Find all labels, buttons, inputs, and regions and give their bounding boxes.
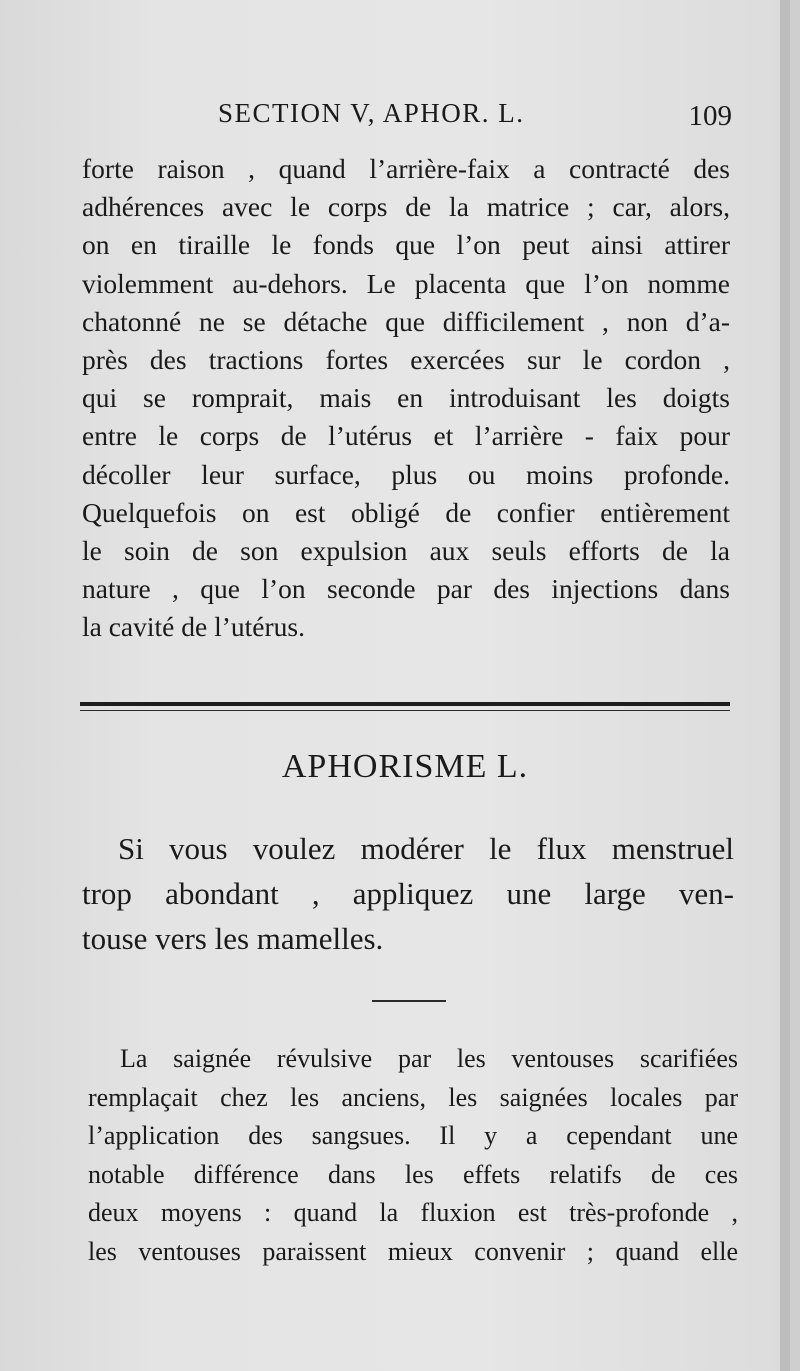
page-number: 109	[688, 100, 732, 132]
text-line: près des tractions fortes exercées sur le cordon ,	[82, 344, 730, 376]
text-line: notable différence dans les effets relatifs de ces	[88, 1159, 738, 1189]
section-divider-thick	[80, 702, 730, 706]
text-line: la cavité de l’utérus.	[82, 611, 305, 643]
text-line: adhérences avec le corps de la matrice ; car, alors,	[82, 191, 730, 223]
running-head: SECTION V, APHOR. L.	[218, 98, 525, 128]
text-line: le soin de son expulsion aux seuls efforts de la	[82, 535, 730, 567]
text-line: Quelquefois on est obligé de confier entièrement	[82, 496, 730, 528]
text-line: violemment au-dehors. Le placenta que l’on nomme	[82, 267, 730, 299]
commentary-paragraph	[88, 1040, 738, 1271]
short-divider	[372, 1000, 446, 1002]
text-line: deux moyens : quand la fluxion est très-profonde ,	[88, 1198, 738, 1227]
text-line: l’application des sangsues. Il y a cependant une	[88, 1121, 738, 1150]
text-line: qui se romprait, mais en introduisant les doigts	[82, 382, 730, 414]
text-line: Si vous voulez modérer le flux menstruel	[118, 831, 734, 866]
text-line: remplaçait chez les anciens, les saignées locales par	[88, 1082, 738, 1112]
section-divider-thin	[80, 710, 730, 711]
page-edge	[780, 0, 790, 1371]
page-header	[82, 96, 732, 136]
text-line: entre le corps de l’utérus et l’arrière - faix pour	[82, 420, 730, 452]
text-line: on en tiraille le fonds que l’on peut ainsi attirer	[82, 229, 730, 261]
paragraph-continued	[82, 150, 730, 647]
text-line: chatonné ne se détache que difficilement , non d’a-	[82, 305, 730, 337]
aphorism-text	[82, 826, 734, 961]
text-line: nature , que l’on seconde par des injections dans	[82, 573, 730, 605]
text-line: les ventouses paraissent mieux convenir ; quand elle	[88, 1236, 738, 1266]
text-line: trop abondant , appliquez une large ven-	[82, 876, 734, 911]
text-line: touse vers les mamelles.	[82, 921, 384, 956]
text-line: forte raison , quand l’arrière-faix a contracté des	[82, 153, 730, 184]
text-line: La saignée révulsive par les ventouses scarifiées	[120, 1044, 738, 1073]
text-line: décoller leur surface, plus ou moins profonde.	[82, 458, 730, 490]
aphorism-heading: APHORISME L.	[281, 748, 529, 785]
